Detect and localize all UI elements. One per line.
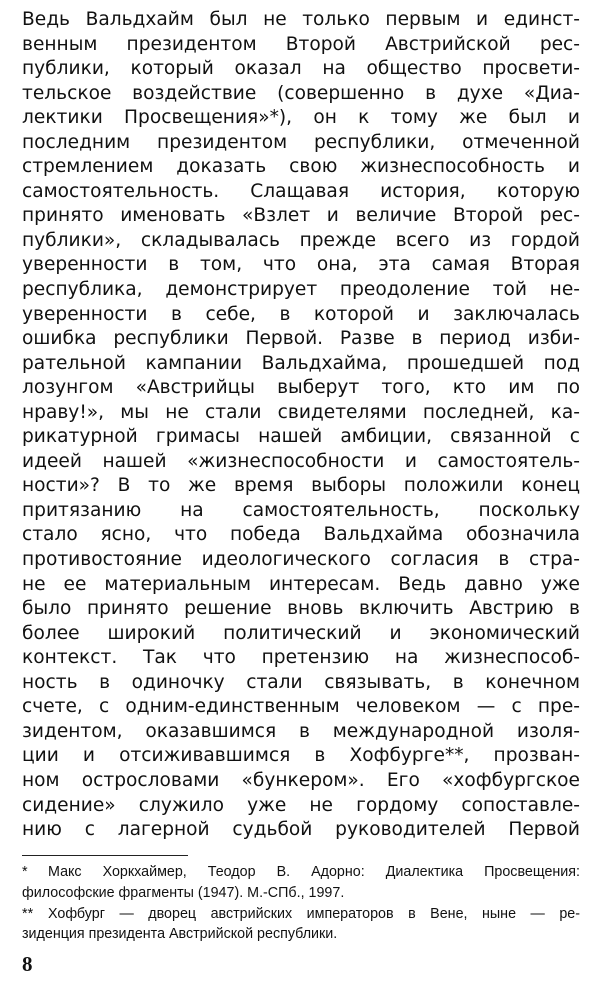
text-line: счете, с одним-единственным человеком — с пре-: [22, 696, 580, 718]
text-line: Ведь Вальдхайм был не только первым и единст-: [22, 9, 580, 30]
text-line: последним президентом республики, отмеченной: [22, 131, 580, 153]
text-line: лектики Просвещения»*), он к тому же был и: [22, 107, 580, 129]
text-line: противостояние идеологического согласия в стра-: [22, 549, 580, 571]
text-line: уверенности в том, что она, эта самая Вторая: [22, 254, 580, 276]
text-line: рикатурной гримасы нашей амбиции, связанной с: [22, 426, 580, 448]
footnotes: [22, 862, 580, 945]
text-line: рательной кампании Вальдхайма, прошедшей под: [22, 352, 580, 374]
text-line: идеей нашей «жизнеспособности и самостоятель-: [22, 450, 580, 472]
footnote-1: [22, 862, 580, 904]
footnote-mark: **: [22, 905, 34, 922]
text-line: уверенности в себе, в которой и заключалась: [22, 303, 580, 325]
footnote-text: Макс Хоркхаймер, Теодор В. Адорно: Диалектика Просвещения:: [48, 864, 580, 880]
text-line: нраву!», мы не стали свидетелями последней, ка-: [22, 401, 580, 423]
footnote-2: [22, 904, 580, 946]
text-line: публики, который оказал на общество просвети-: [22, 58, 580, 80]
text-line: публики», складывалась прежде всего из гордой: [22, 229, 580, 251]
footnote-text: Хофбург — дворец австрийских императоров в Вене, ныне — ре-: [48, 905, 580, 922]
text-line: венным президентом Второй Австрийской рес-: [22, 33, 580, 55]
text-line: зидентом, оказавшимся в международной изоля-: [22, 720, 580, 742]
text-line: стремлением доказать свою жизнеспособность и: [22, 156, 580, 178]
text-line: стало ясно, что победа Вальдхайма обозначила: [22, 524, 580, 546]
text-line: ном острословами «бункером». Его «хофбургское: [22, 769, 580, 791]
main-text: [22, 8, 580, 843]
text-line: ности»? В то же время выборы положили конец: [22, 475, 580, 497]
text-line: республика, демонстрирует преодоление той не-: [22, 279, 580, 301]
text-line: ции и отсиживавшимся в Хофбурге**, прозван-: [22, 745, 580, 767]
text-line: контекст. Так что претензию на жизнеспособ-: [22, 647, 580, 669]
text-line: нию с лагерной судьбой руководителей Первой: [22, 819, 580, 841]
text-line: лозунгом «Австрийцы выберут того, кто им по: [22, 377, 580, 399]
page-number: 8: [22, 952, 33, 976]
footnote-mark: *: [22, 864, 28, 880]
text-line: тельское воздействие (совершенно в духе «Диа-: [22, 82, 580, 104]
text-line: было принято решение вновь включить Австрию в: [22, 598, 580, 620]
text-line: не ее материальным интересам. Ведь давно уже: [22, 573, 580, 595]
footnote-text: зиденция президента Австрийской республики.: [22, 926, 338, 943]
footnote-text: философские фрагменты (1947). М.-СПб., 1997.: [22, 884, 345, 901]
text-line: принято именовать «Взлет и величие Второй рес-: [22, 205, 580, 227]
text-line: ность в одиночку стали связывать, в конечном: [22, 671, 580, 693]
text-line: более широкий политический и экономический: [22, 622, 580, 644]
text-line: ошибка республики Первой. Разве в период изби-: [22, 328, 580, 350]
footnote-divider: [22, 855, 188, 856]
text-line: сидение» служило уже не гордому сопоставле-: [22, 794, 580, 816]
text-line: самостоятельность. Слащавая история, которую: [22, 180, 580, 202]
text-line: притязанию на самостоятельность, поскольку: [22, 499, 580, 521]
